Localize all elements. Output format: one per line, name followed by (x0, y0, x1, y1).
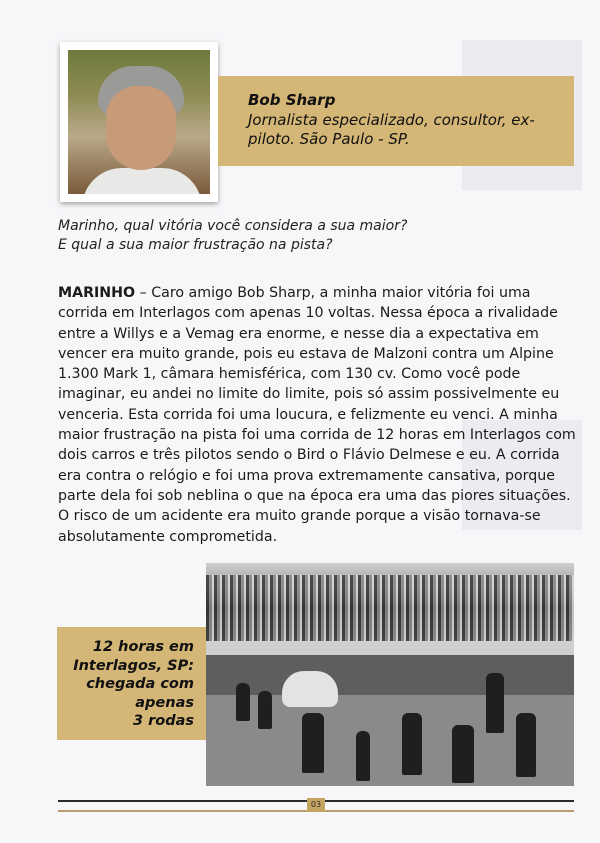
track-wall (206, 641, 574, 655)
caption-line: apenas (135, 694, 194, 711)
spectator-figure (402, 713, 422, 775)
spectator-figure (258, 691, 272, 729)
bio-name: Bob Sharp (248, 91, 336, 109)
question-line: Marinho, qual vitória você considera a sua maior? (58, 218, 408, 234)
grandstand-crowd (206, 575, 574, 645)
spectator-figure (516, 713, 536, 777)
spectator-figure (356, 731, 370, 781)
question-line: E qual a sua maior frustração na pista? (58, 237, 333, 253)
answer-speaker: MARINHO (58, 285, 136, 301)
photo-caption-box (57, 627, 206, 740)
interview-question (58, 217, 558, 255)
portrait-photo-frame (60, 42, 218, 202)
interview-answer (58, 283, 578, 547)
race-photo (206, 563, 574, 786)
caption-line: 12 horas em (92, 639, 194, 655)
caption-line: chegada com (86, 676, 194, 692)
answer-text: – Caro amigo Bob Sharp, a minha maior vitória foi uma corrida em Interlagos com apenas 10 voltas. Nessa época a rivalidade entre a Willys e a Vemag era enorme, e nesse dia a expectativa em vencer era muito grande, pois eu estava de Malzoni contra um Alpine 1.300 Mark 1, câmara hemisférica, com 130 cv. Como você pode imaginar, eu andei no limite do limite, pois só assim possivelmente eu venceria. Esta corrida foi uma loucura, e felizmente eu venci. A minha maior frustração na pista foi uma corrida de 12 horas em Interlagos com dois carros e três pilotos sendo o Bird o Flávio Delmese e eu. A corrida era contra o relógio e foi uma prova extremamente cansativa, porque parte dela foi sob neblina o que na época era uma das piores situações. O risco de um acidente era muito grande porque a visão tornava-se absolutamente comprometida. (58, 285, 576, 545)
caption-line: 3 rodas (132, 713, 194, 729)
race-car (282, 671, 338, 707)
bio-box (218, 76, 574, 166)
spectator-figure (236, 683, 250, 721)
portrait-photo (68, 50, 210, 194)
spectator-figure (452, 725, 474, 783)
track-infield (206, 655, 574, 695)
photo-caption (59, 638, 194, 731)
page-number: 03 (307, 798, 325, 812)
bio-description: Jornalista especializado, consultor, ex-piloto. São Paulo - SP. (248, 111, 535, 148)
spectator-figure (486, 673, 504, 733)
portrait-shirt (82, 168, 202, 194)
spectator-figure (302, 713, 324, 773)
portrait-face (106, 86, 176, 170)
caption-line: Interlagos, SP: (73, 657, 194, 674)
